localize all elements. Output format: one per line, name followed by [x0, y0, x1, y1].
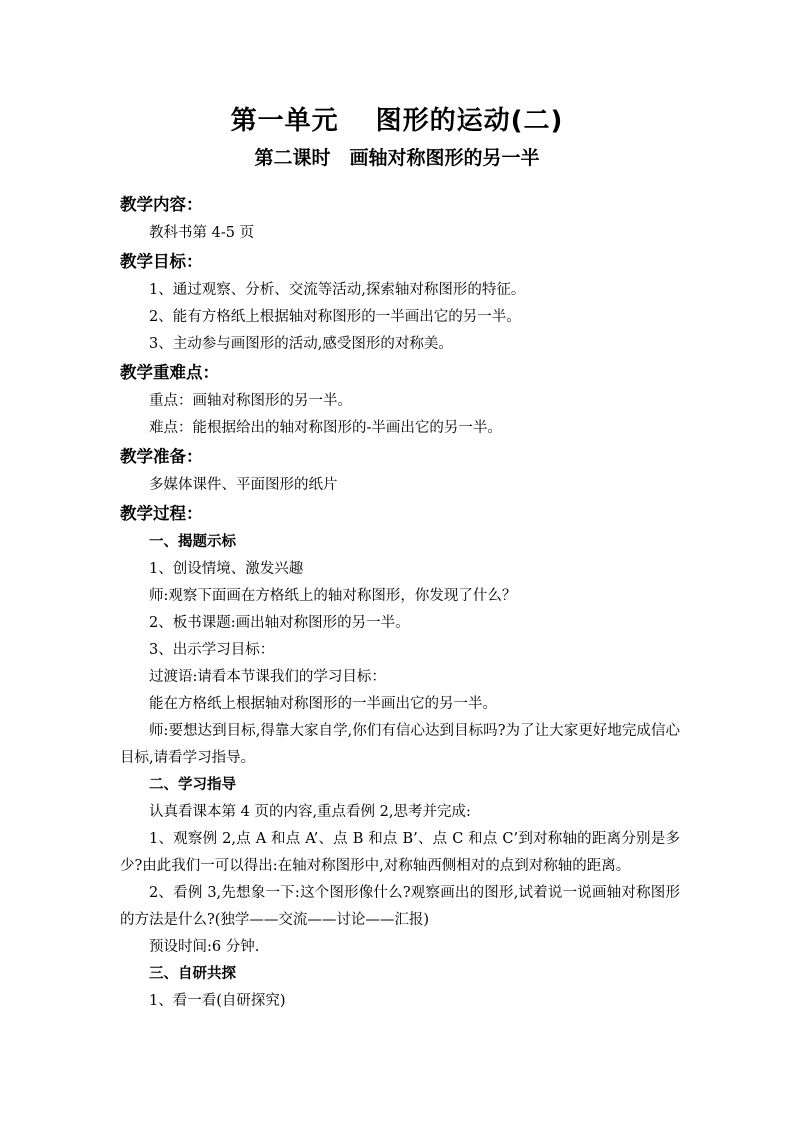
- document-subtitle: 第二课时 画轴对称图形的另一半: [254, 147, 540, 169]
- paragraph: 重点：画轴对称图形的另一半。: [149, 393, 352, 409]
- paragraph: 1、创设情境、激发兴趣: [149, 561, 304, 577]
- paragraph: 1、观察例 2,点 A 和点 A’、点 B 和点 B’、点 C 和点 C’到对称轴的距离分别是多少?由此我们一可以得出:在轴对称图形中,对称轴西侧相对的点到对称轴的距离。: [120, 831, 680, 874]
- document-title: 第一单元 图形的运动(二): [230, 106, 564, 136]
- section-heading-process: 教学过程：: [120, 504, 203, 523]
- subsection-title: 三、自研共探: [149, 966, 236, 982]
- paragraph: 过渡语:请看本节课我们的学习目标：: [149, 669, 386, 685]
- paragraph: 教科书第 4-5 页: [149, 225, 255, 241]
- paragraph: 师:要想达到目标,得靠大家自学,你们有信心达到目标吗?为了让大家更好地完成信心目标,请看学习指导。: [120, 723, 680, 766]
- document-body: [120, 190, 680, 1015]
- paragraph: 1、看一看(自研探究): [149, 993, 286, 1009]
- paragraph: 3、主动参与画图形的活动,感受图形的对称美。: [149, 336, 453, 352]
- subsection-title: 二、学习指导: [149, 777, 236, 793]
- paragraph: 2、看例 3,先想象一下:这个图形像什么?观察画出的图形,试着说一说画轴对称图形的方法是什么?(独学——交流——讨论——汇报): [120, 885, 680, 928]
- paragraph: 难点：能根据给出的轴对称图形的-半画出它的另一半。: [149, 420, 502, 436]
- paragraph: 师:观察下面画在方格纸上的轴对称图形，你发现了什么？: [149, 588, 517, 604]
- section-heading-content: 教学内容：: [120, 195, 203, 214]
- section-heading-key-points: 教学重难点：: [120, 363, 219, 382]
- paragraph: 3、出示学习目标：: [149, 642, 275, 658]
- paragraph: 能在方格纸上根据轴对称图形的一半画出它的另一半。: [149, 696, 497, 712]
- paragraph: 认真看课本第 4 页的内容,重点看例 2,思考并完成:: [149, 804, 471, 820]
- paragraph: 2、能有方格纸上根据轴对称图形的一半画出它的另一半。: [149, 309, 521, 325]
- paragraph: 预设时间:6 分钟.: [149, 939, 260, 955]
- section-heading-preparation: 教学准备：: [120, 447, 203, 466]
- subsection-title: 一、揭题示标: [149, 534, 236, 550]
- paragraph: 2、板书课题:画出轴对称图形的另一半。: [149, 615, 410, 631]
- paragraph: 多媒体课件、平面图形的纸片: [149, 477, 338, 493]
- section-heading-goals: 教学目标：: [120, 252, 203, 271]
- paragraph: 1、通过观察、分析、交流等活动,探索轴对称图形的特征。: [149, 282, 526, 298]
